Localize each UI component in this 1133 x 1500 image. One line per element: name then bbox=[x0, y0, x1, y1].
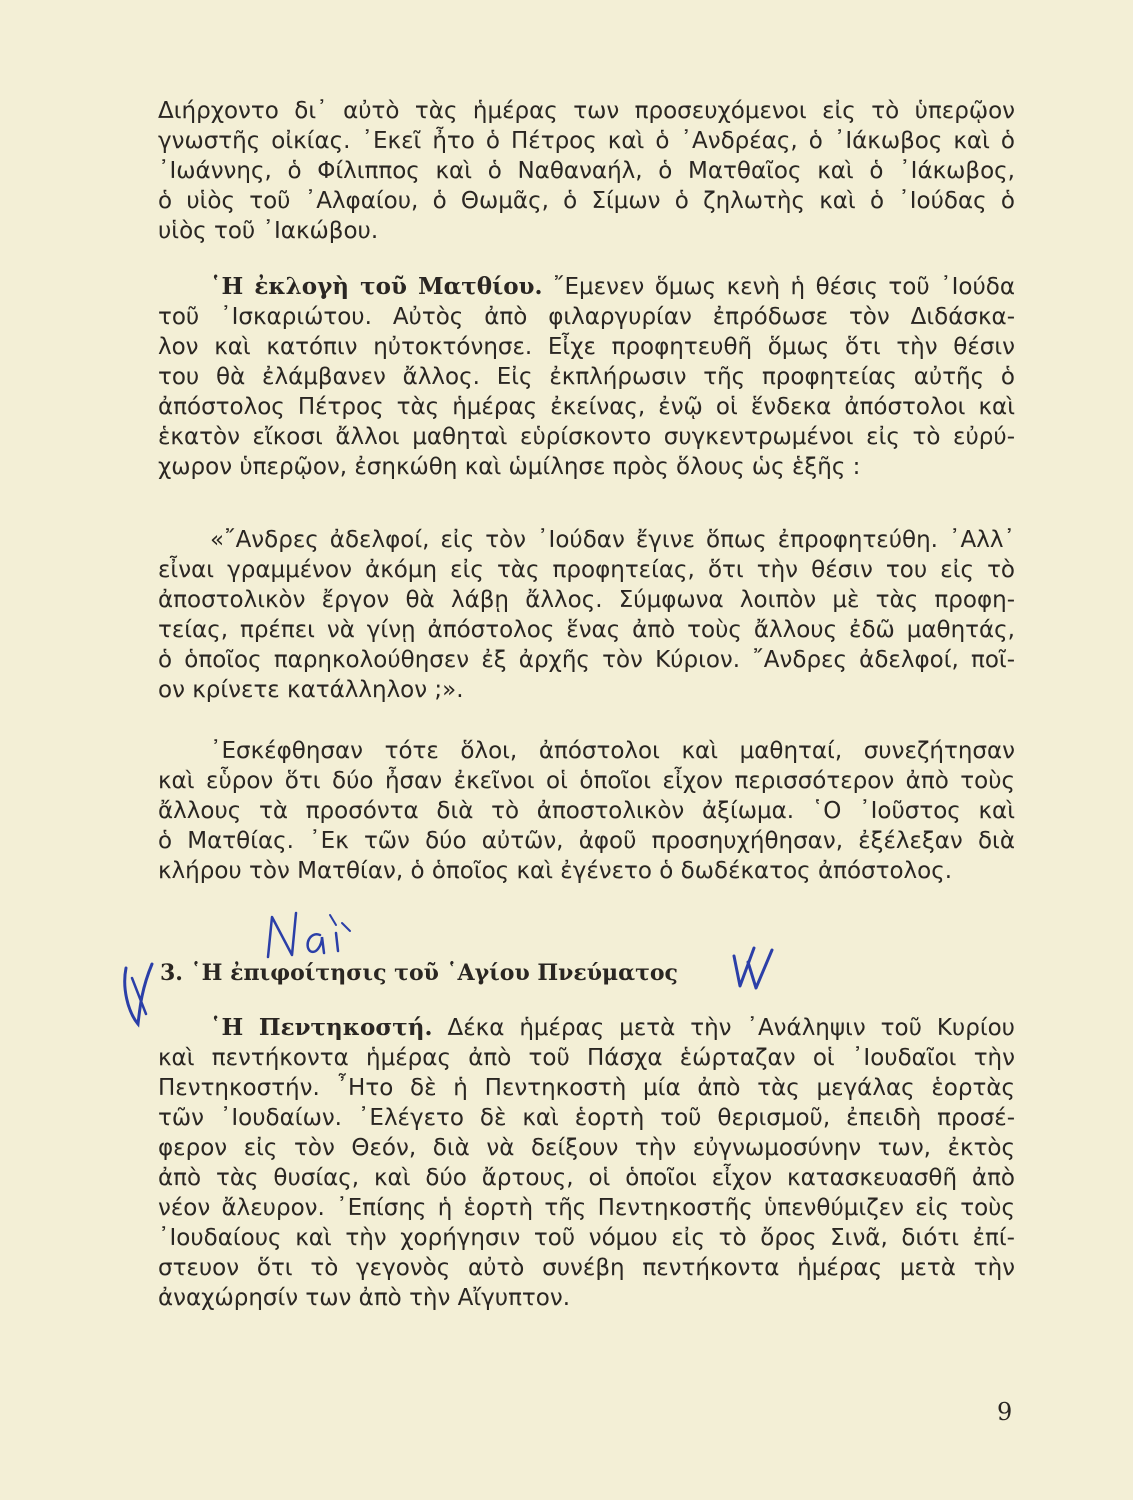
text-line: ᾿Ιωάννης, ὁ Φίλιππος καὶ ὁ Ναθαναήλ, ὁ Ματθαῖος καὶ ὁ ᾿Ιάκωβος, bbox=[158, 158, 1015, 184]
text-line: ἑκατὸν εἴκοσι ἄλλοι μαθηταὶ εὑρίσκοντο συγκεντρωμένοι εἰς τὸ εὐρύ- bbox=[158, 424, 1015, 450]
text-line: ὁ υἱὸς τοῦ ᾿Αλφαίου, ὁ Θωμᾶς, ὁ Σίμων ὁ ζηλωτὴς καὶ ὁ ᾿Ιούδας ὁ bbox=[158, 188, 1015, 214]
text-line: τείας, πρέπει νὰ γίνῃ ἀπόστολος ἕνας ἀπὸ τοὺς ἄλλους ἐδῶ μαθητάς, bbox=[158, 617, 1015, 643]
text-line: ον κρίνετε κατάλληλον ;». bbox=[158, 677, 464, 703]
text-line: Διήρχοντο δι᾽ αὐτὸ τὰς ἡμέρας των προσευχόμενοι εἰς τὸ ὑπερῷον bbox=[158, 98, 1015, 124]
text-line: ᾿Ιουδαίους καὶ τὴν χορήγησιν τοῦ νόμου εἰς τὸ ὄρος Σινᾶ, διότι ἐπί- bbox=[158, 1225, 1015, 1251]
text-line: ἀποστολικὸν ἔργον θὰ λάβῃ ἄλλος. Σύμφωνα λοιπὸν μὲ τὰς προφη- bbox=[158, 587, 1015, 613]
text-line: κλήρου τὸν Ματθίαν, ὁ ὁποῖος καὶ ἐγένετο ὁ δωδέκατος ἀπόστολος. bbox=[158, 858, 953, 884]
text-line: ᾿Εσκέφθησαν τότε ὅλοι, ἀπόστολοι καὶ μαθηταί, συνεζήτησαν bbox=[210, 738, 1015, 764]
text-line: ὁ ὁποῖος παρηκολούθησεν ἐξ ἀρχῆς τὸν Κύριον. ῎Ανδρες ἀδελφοί, ποῖ- bbox=[158, 647, 1015, 673]
text-line: ἄλλους τὰ προσόντα διὰ τὸ ἀποστολικὸν ἀξίωμα. ῾Ο ᾿Ιοῦστος καὶ bbox=[158, 798, 1015, 824]
paragraph-peter-speech bbox=[158, 525, 1015, 705]
text-line: καὶ πεντήκοντα ἡμέρας ἀπὸ τοῦ Πάσχα ἑώρταζαν οἱ ᾿Ιουδαῖοι τὴν bbox=[158, 1045, 1015, 1071]
text-line: νέον ἄλευρον. ᾿Επίσης ἡ ἑορτὴ τῆς Πεντηκοστῆς ὑπενθύμιζεν εἰς τοὺς bbox=[158, 1195, 1015, 1221]
paragraph-pentecost bbox=[158, 1013, 1015, 1313]
text-line: ἀπόστολος Πέτρος τὰς ἡμέρας ἐκείνας, ἐνῷ οἱ ἕνδεκα ἀπόστολοι καὶ bbox=[158, 394, 1015, 420]
paragraph-election-matthias bbox=[158, 272, 1015, 482]
text-line: ῾Η Πεντηκοστή. Δέκα ἡμέρας μετὰ τὴν ᾿Ανάληψιν τοῦ Κυρίου bbox=[210, 1014, 1015, 1041]
handwritten-nai-annotation bbox=[262, 905, 372, 965]
text-line: ἀπὸ τὰς θυσίας, καὶ δύο ἄρτους, οἱ ὁποῖοι εἶχον κατασκευασθῆ ἀπὸ bbox=[158, 1165, 1015, 1191]
text-line: τοῦ ᾿Ισκαριώτου. Αὐτὸς ἀπὸ φιλαργυρίαν ἐπρόδωσε τὸν Διδάσκα- bbox=[158, 304, 1015, 330]
text-line: του θὰ ἐλάμβανεν ἄλλος. Εἰς ἐκπλήρωσιν τῆς προφητείας αὐτῆς ὁ bbox=[158, 364, 1015, 390]
text-line: «῎Ανδρες ἀδελφοί, εἰς τὸν ᾿Ιούδαν ἔγινε ὅπως ἐπροφητεύθη. ᾿Αλλ᾽ bbox=[210, 527, 1015, 553]
paragraph-apostles bbox=[158, 96, 1015, 246]
text-line: ἀναχώρησίν των ἀπὸ τὴν Αἴγυπτον. bbox=[158, 1285, 571, 1311]
text-line: ὁ Ματθίας. ᾿Εκ τῶν δύο αὐτῶν, ἀφοῦ προσηυχήθησαν, ἐξέλεξαν διὰ bbox=[158, 828, 1015, 854]
subheading-pentecost: ῾Η Πεντηκοστή. bbox=[210, 1014, 433, 1041]
handwritten-double-slash-icon bbox=[728, 942, 778, 994]
section-heading: 3. ῾Η ἐπιφοίτησις τοῦ ῾Αγίου Πνεύματος bbox=[160, 960, 678, 986]
text-line: καὶ εὗρον ὅτι δύο ἦσαν ἐκεῖνοι οἱ ὁποῖοι εἶχον περισσότερον ἀπὸ τοὺς bbox=[158, 768, 1015, 794]
text-line: ῾Η ἐκλογὴ τοῦ Ματθίου. ῎Εμενεν ὅμως κενὴ ἡ θέσις τοῦ ᾿Ιούδα bbox=[210, 273, 1016, 300]
text-line: γνωστῆς οἰκίας. ᾿Εκεῖ ἦτο ὁ Πέτρος καὶ ὁ ᾿Ανδρέας, ὁ ᾿Ιάκωβος καὶ ὁ bbox=[158, 128, 1015, 154]
text-line: χωρον ὑπερῷον, ἐσηκώθη καὶ ὡμίλησε πρὸς ὅλους ὡς ἑξῆς : bbox=[158, 454, 861, 480]
text-line: στευον ὅτι τὸ γεγονὸς αὐτὸ συνέβη πεντήκοντα ἡμέρας μετὰ τὴν bbox=[158, 1255, 1015, 1281]
text-line: φερον εἰς τὸν Θεόν, διὰ νὰ δείξουν τὴν εὐγνωμοσύνην των, ἐκτὸς bbox=[158, 1135, 1015, 1161]
paragraph-decision bbox=[158, 736, 1015, 886]
page-number: 9 bbox=[997, 1398, 1013, 1426]
text-line: εἶναι γραμμένον ἀκόμη εἰς τὰς προφητείας, ὅτι τὴν θέσιν του εἰς τὸ bbox=[158, 557, 1015, 583]
subheading-election: ῾Η ἐκλογὴ τοῦ Ματθίου. bbox=[210, 273, 543, 300]
text-line: υἱὸς τοῦ ᾿Ιακώβου. bbox=[158, 218, 379, 244]
text-line: Πεντηκοστήν. ῏Ητο δὲ ἡ Πεντηκοστὴ μία ἀπὸ τὰς μεγάλας ἑορτὰς bbox=[158, 1075, 1015, 1101]
text-line: λον καὶ κατόπιν ηὐτοκτόνησε. Εἶχε προφητευθῆ ὅμως ὅτι τὴν θέσιν bbox=[158, 334, 1015, 360]
text-line: τῶν ᾿Ιουδαίων. ᾿Ελέγετο δὲ καὶ ἑορτὴ τοῦ θερισμοῦ, ἐπειδὴ προσέ- bbox=[158, 1105, 1015, 1131]
